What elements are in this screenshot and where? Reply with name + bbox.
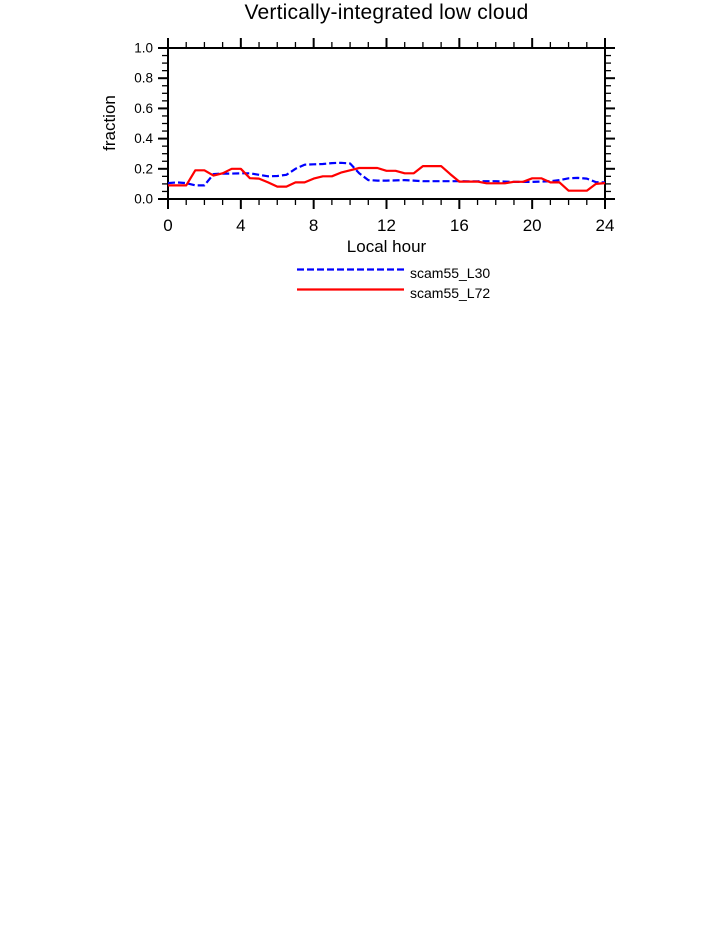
y-tick-labels — [134, 41, 153, 207]
svg-text:8: 8 — [308, 216, 319, 235]
svg-text:1.0: 1.0 — [134, 40, 153, 56]
svg-text:0.0: 0.0 — [134, 191, 153, 207]
legend-label-scam55-l30: scam55_L30 — [410, 265, 491, 281]
axis-frame — [168, 48, 605, 199]
series-line-scam55_L30 — [168, 163, 605, 186]
svg-text:0.6: 0.6 — [134, 100, 153, 116]
svg-text:16: 16 — [449, 216, 469, 235]
x-tick-labels — [163, 216, 614, 235]
series-path-0 — [168, 163, 605, 186]
series-line-scam55_L72 — [168, 166, 605, 191]
svg-text:0: 0 — [163, 216, 173, 235]
chart-title: Vertically-integrated low cloud — [244, 1, 529, 24]
svg-text:0.8: 0.8 — [134, 70, 153, 86]
legend-swatches — [297, 270, 404, 290]
svg-text:24: 24 — [595, 216, 615, 235]
y-axis-title: fraction — [100, 95, 119, 151]
plot-area — [0, 0, 722, 330]
x-axis-title: Local hour — [346, 237, 427, 256]
x-axis-ticks — [168, 38, 605, 209]
svg-text:0.4: 0.4 — [134, 131, 153, 147]
svg-text:4: 4 — [236, 216, 246, 235]
svg-text:20: 20 — [522, 216, 542, 235]
y-axis-ticks — [158, 48, 615, 199]
legend-label-scam55-l72: scam55_L72 — [410, 285, 491, 301]
svg-text:0.2: 0.2 — [134, 161, 153, 177]
svg-text:12: 12 — [377, 216, 396, 235]
series-path-1 — [168, 166, 605, 191]
